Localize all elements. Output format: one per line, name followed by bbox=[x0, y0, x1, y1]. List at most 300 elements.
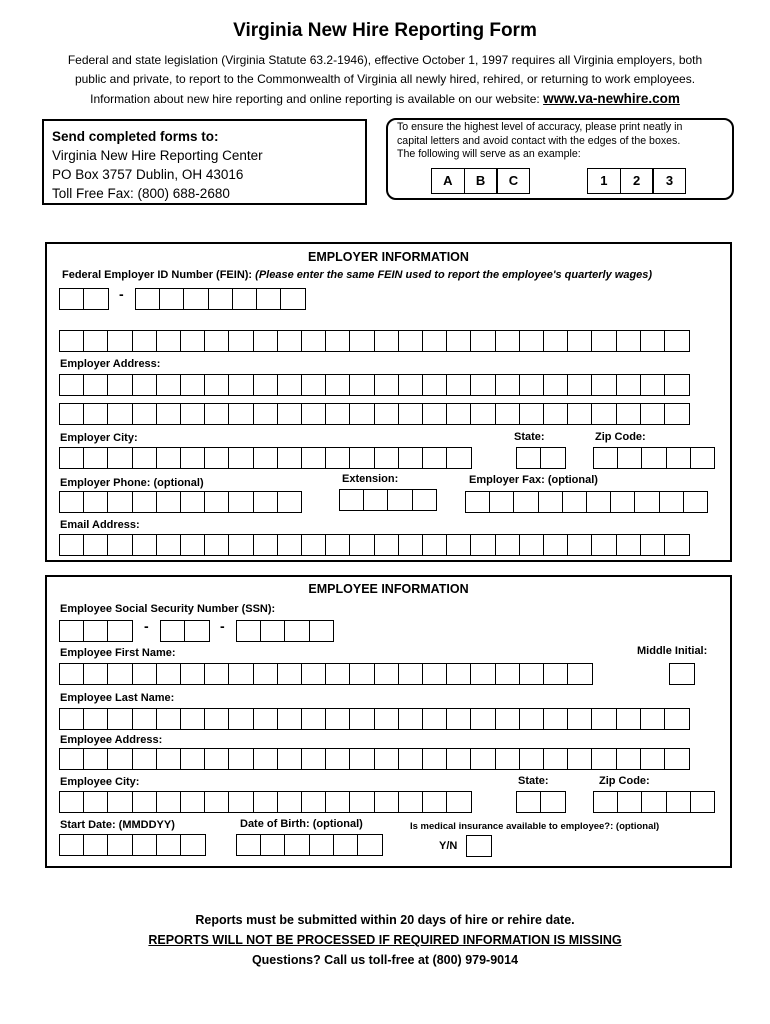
character-box[interactable] bbox=[519, 708, 545, 730]
character-box[interactable] bbox=[446, 534, 472, 556]
character-box[interactable] bbox=[253, 748, 279, 770]
character-box[interactable] bbox=[664, 374, 690, 396]
character-box[interactable] bbox=[277, 663, 303, 685]
character-box[interactable] bbox=[253, 491, 279, 513]
character-box[interactable] bbox=[422, 403, 448, 425]
character-box[interactable] bbox=[325, 748, 351, 770]
character-box[interactable] bbox=[543, 748, 569, 770]
character-box[interactable] bbox=[228, 447, 254, 469]
character-box[interactable] bbox=[135, 288, 161, 310]
character-box[interactable] bbox=[156, 791, 182, 813]
character-box[interactable] bbox=[180, 834, 206, 856]
character-box[interactable] bbox=[132, 663, 158, 685]
character-box[interactable] bbox=[156, 708, 182, 730]
character-box[interactable] bbox=[180, 374, 206, 396]
character-box[interactable] bbox=[470, 374, 496, 396]
character-box[interactable] bbox=[228, 663, 254, 685]
character-box[interactable] bbox=[664, 534, 690, 556]
character-box[interactable] bbox=[398, 447, 424, 469]
middle-initial-box[interactable] bbox=[669, 663, 695, 685]
character-box[interactable] bbox=[567, 403, 593, 425]
character-box[interactable] bbox=[236, 834, 262, 856]
character-box[interactable] bbox=[495, 403, 521, 425]
character-box[interactable] bbox=[422, 330, 448, 352]
character-box[interactable] bbox=[228, 708, 254, 730]
character-box[interactable] bbox=[107, 708, 133, 730]
last-name-boxes[interactable] bbox=[59, 708, 690, 730]
character-box[interactable] bbox=[301, 403, 327, 425]
employer-state-boxes[interactable] bbox=[516, 447, 566, 469]
employee-address-boxes[interactable] bbox=[59, 748, 690, 770]
character-box[interactable] bbox=[616, 534, 642, 556]
character-box[interactable] bbox=[349, 447, 375, 469]
character-box[interactable] bbox=[107, 534, 133, 556]
character-box[interactable] bbox=[616, 748, 642, 770]
character-box[interactable] bbox=[59, 330, 85, 352]
character-box[interactable] bbox=[260, 620, 286, 642]
character-box[interactable] bbox=[156, 403, 182, 425]
character-box[interactable] bbox=[640, 748, 666, 770]
character-box[interactable] bbox=[277, 330, 303, 352]
character-box[interactable] bbox=[422, 663, 448, 685]
character-box[interactable] bbox=[567, 663, 593, 685]
character-box[interactable] bbox=[374, 447, 400, 469]
character-box[interactable] bbox=[59, 791, 85, 813]
character-box[interactable] bbox=[132, 708, 158, 730]
character-box[interactable] bbox=[538, 491, 564, 513]
character-box[interactable] bbox=[301, 663, 327, 685]
character-box[interactable] bbox=[398, 663, 424, 685]
character-box[interactable] bbox=[634, 491, 660, 513]
character-box[interactable] bbox=[132, 447, 158, 469]
ssn-area-boxes[interactable] bbox=[59, 620, 133, 642]
character-box[interactable] bbox=[59, 447, 85, 469]
character-box[interactable] bbox=[204, 663, 230, 685]
character-box[interactable] bbox=[374, 403, 400, 425]
character-box[interactable] bbox=[253, 663, 279, 685]
character-box[interactable] bbox=[183, 288, 209, 310]
character-box[interactable] bbox=[180, 491, 206, 513]
character-box[interactable] bbox=[446, 791, 472, 813]
character-box[interactable] bbox=[83, 374, 109, 396]
character-box[interactable] bbox=[567, 330, 593, 352]
character-box[interactable] bbox=[83, 534, 109, 556]
character-box[interactable] bbox=[180, 748, 206, 770]
character-box[interactable] bbox=[446, 403, 472, 425]
character-box[interactable] bbox=[277, 791, 303, 813]
character-box[interactable] bbox=[617, 447, 643, 469]
character-box[interactable] bbox=[349, 330, 375, 352]
character-box[interactable] bbox=[470, 534, 496, 556]
character-box[interactable] bbox=[446, 374, 472, 396]
character-box[interactable] bbox=[519, 330, 545, 352]
character-box[interactable] bbox=[204, 491, 230, 513]
website-link[interactable]: www.va-newhire.com bbox=[543, 91, 680, 106]
character-box[interactable] bbox=[562, 491, 588, 513]
character-box[interactable] bbox=[398, 748, 424, 770]
character-box[interactable] bbox=[204, 748, 230, 770]
character-box[interactable] bbox=[591, 748, 617, 770]
character-box[interactable] bbox=[519, 374, 545, 396]
character-box[interactable] bbox=[466, 835, 492, 857]
employee-zip-boxes[interactable] bbox=[593, 791, 715, 813]
ssn-serial-boxes[interactable] bbox=[236, 620, 334, 642]
character-box[interactable] bbox=[83, 708, 109, 730]
character-box[interactable] bbox=[180, 663, 206, 685]
character-box[interactable] bbox=[132, 748, 158, 770]
character-box[interactable] bbox=[398, 403, 424, 425]
character-box[interactable] bbox=[666, 791, 692, 813]
character-box[interactable] bbox=[374, 374, 400, 396]
character-box[interactable] bbox=[156, 330, 182, 352]
fein-suffix-boxes[interactable] bbox=[135, 288, 306, 310]
character-box[interactable] bbox=[132, 534, 158, 556]
character-box[interactable] bbox=[180, 330, 206, 352]
character-box[interactable] bbox=[204, 330, 230, 352]
character-box[interactable] bbox=[519, 534, 545, 556]
character-box[interactable] bbox=[664, 748, 690, 770]
character-box[interactable] bbox=[156, 748, 182, 770]
character-box[interactable] bbox=[83, 403, 109, 425]
character-box[interactable] bbox=[519, 403, 545, 425]
character-box[interactable] bbox=[664, 330, 690, 352]
character-box[interactable] bbox=[184, 620, 210, 642]
character-box[interactable] bbox=[301, 791, 327, 813]
character-box[interactable] bbox=[543, 330, 569, 352]
character-box[interactable] bbox=[253, 330, 279, 352]
character-box[interactable] bbox=[301, 748, 327, 770]
character-box[interactable] bbox=[301, 330, 327, 352]
character-box[interactable] bbox=[228, 403, 254, 425]
employer-city-boxes[interactable] bbox=[59, 447, 472, 469]
character-box[interactable] bbox=[253, 374, 279, 396]
character-box[interactable] bbox=[232, 288, 258, 310]
character-box[interactable] bbox=[641, 447, 667, 469]
character-box[interactable] bbox=[156, 491, 182, 513]
character-box[interactable] bbox=[309, 620, 335, 642]
character-box[interactable] bbox=[180, 708, 206, 730]
character-box[interactable] bbox=[412, 489, 438, 511]
character-box[interactable] bbox=[422, 791, 448, 813]
character-box[interactable] bbox=[59, 491, 85, 513]
character-box[interactable] bbox=[107, 834, 133, 856]
character-box[interactable] bbox=[540, 447, 566, 469]
character-box[interactable] bbox=[83, 330, 109, 352]
character-box[interactable] bbox=[277, 403, 303, 425]
character-box[interactable] bbox=[284, 620, 310, 642]
character-box[interactable] bbox=[325, 374, 351, 396]
character-box[interactable] bbox=[666, 447, 692, 469]
character-box[interactable] bbox=[309, 834, 335, 856]
character-box[interactable] bbox=[543, 534, 569, 556]
character-box[interactable] bbox=[567, 748, 593, 770]
character-box[interactable] bbox=[593, 791, 619, 813]
character-box[interactable] bbox=[228, 791, 254, 813]
character-box[interactable] bbox=[446, 330, 472, 352]
fein-prefix-boxes[interactable] bbox=[59, 288, 109, 310]
character-box[interactable] bbox=[422, 748, 448, 770]
employer-name-boxes[interactable] bbox=[59, 330, 690, 352]
character-box[interactable] bbox=[59, 708, 85, 730]
ssn-group-boxes[interactable] bbox=[160, 620, 210, 642]
character-box[interactable] bbox=[204, 534, 230, 556]
character-box[interactable] bbox=[325, 791, 351, 813]
character-box[interactable] bbox=[591, 708, 617, 730]
employer-fax-boxes[interactable] bbox=[465, 491, 708, 513]
character-box[interactable] bbox=[59, 374, 85, 396]
character-box[interactable] bbox=[253, 791, 279, 813]
character-box[interactable] bbox=[83, 447, 109, 469]
character-box[interactable] bbox=[690, 791, 716, 813]
character-box[interactable] bbox=[669, 663, 695, 685]
character-box[interactable] bbox=[398, 534, 424, 556]
character-box[interactable] bbox=[253, 403, 279, 425]
character-box[interactable] bbox=[228, 534, 254, 556]
character-box[interactable] bbox=[495, 330, 521, 352]
character-box[interactable] bbox=[543, 708, 569, 730]
character-box[interactable] bbox=[446, 708, 472, 730]
character-box[interactable] bbox=[83, 834, 109, 856]
character-box[interactable] bbox=[349, 708, 375, 730]
character-box[interactable] bbox=[610, 491, 636, 513]
character-box[interactable] bbox=[277, 491, 303, 513]
character-box[interactable] bbox=[208, 288, 234, 310]
character-box[interactable] bbox=[301, 708, 327, 730]
character-box[interactable] bbox=[540, 791, 566, 813]
character-box[interactable] bbox=[349, 663, 375, 685]
character-box[interactable] bbox=[363, 489, 389, 511]
character-box[interactable] bbox=[59, 403, 85, 425]
character-box[interactable] bbox=[280, 288, 306, 310]
character-box[interactable] bbox=[495, 374, 521, 396]
character-box[interactable] bbox=[422, 708, 448, 730]
character-box[interactable] bbox=[107, 791, 133, 813]
character-box[interactable] bbox=[422, 447, 448, 469]
character-box[interactable] bbox=[107, 403, 133, 425]
character-box[interactable] bbox=[640, 374, 666, 396]
character-box[interactable] bbox=[107, 620, 133, 642]
character-box[interactable] bbox=[156, 374, 182, 396]
character-box[interactable] bbox=[156, 534, 182, 556]
character-box[interactable] bbox=[83, 791, 109, 813]
character-box[interactable] bbox=[349, 534, 375, 556]
character-box[interactable] bbox=[398, 330, 424, 352]
character-box[interactable] bbox=[567, 534, 593, 556]
character-box[interactable] bbox=[470, 708, 496, 730]
character-box[interactable] bbox=[277, 708, 303, 730]
character-box[interactable] bbox=[374, 791, 400, 813]
character-box[interactable] bbox=[543, 403, 569, 425]
character-box[interactable] bbox=[640, 534, 666, 556]
character-box[interactable] bbox=[253, 447, 279, 469]
character-box[interactable] bbox=[59, 288, 85, 310]
character-box[interactable] bbox=[107, 663, 133, 685]
character-box[interactable] bbox=[156, 834, 182, 856]
character-box[interactable] bbox=[277, 748, 303, 770]
character-box[interactable] bbox=[513, 491, 539, 513]
character-box[interactable] bbox=[59, 834, 85, 856]
character-box[interactable] bbox=[59, 534, 85, 556]
character-box[interactable] bbox=[180, 447, 206, 469]
employer-address-boxes-2[interactable] bbox=[59, 403, 690, 425]
character-box[interactable] bbox=[489, 491, 515, 513]
character-box[interactable] bbox=[519, 748, 545, 770]
character-box[interactable] bbox=[683, 491, 709, 513]
character-box[interactable] bbox=[59, 748, 85, 770]
character-box[interactable] bbox=[567, 374, 593, 396]
employer-address-boxes-1[interactable] bbox=[59, 374, 690, 396]
character-box[interactable] bbox=[277, 447, 303, 469]
character-box[interactable] bbox=[349, 748, 375, 770]
character-box[interactable] bbox=[301, 447, 327, 469]
character-box[interactable] bbox=[228, 330, 254, 352]
character-box[interactable] bbox=[339, 489, 365, 511]
character-box[interactable] bbox=[516, 447, 542, 469]
character-box[interactable] bbox=[83, 620, 109, 642]
character-box[interactable] bbox=[59, 620, 85, 642]
character-box[interactable] bbox=[640, 330, 666, 352]
character-box[interactable] bbox=[470, 403, 496, 425]
character-box[interactable] bbox=[465, 491, 491, 513]
character-box[interactable] bbox=[495, 663, 521, 685]
character-box[interactable] bbox=[422, 374, 448, 396]
character-box[interactable] bbox=[325, 663, 351, 685]
character-box[interactable] bbox=[107, 374, 133, 396]
character-box[interactable] bbox=[132, 374, 158, 396]
employer-phone-boxes[interactable] bbox=[59, 491, 302, 513]
character-box[interactable] bbox=[83, 748, 109, 770]
character-box[interactable] bbox=[160, 620, 186, 642]
character-box[interactable] bbox=[374, 663, 400, 685]
character-box[interactable] bbox=[59, 663, 85, 685]
character-box[interactable] bbox=[107, 491, 133, 513]
character-box[interactable] bbox=[664, 708, 690, 730]
character-box[interactable] bbox=[349, 791, 375, 813]
character-box[interactable] bbox=[495, 748, 521, 770]
character-box[interactable] bbox=[357, 834, 383, 856]
character-box[interactable] bbox=[253, 708, 279, 730]
character-box[interactable] bbox=[204, 403, 230, 425]
character-box[interactable] bbox=[204, 791, 230, 813]
character-box[interactable] bbox=[398, 374, 424, 396]
character-box[interactable] bbox=[349, 403, 375, 425]
character-box[interactable] bbox=[591, 534, 617, 556]
character-box[interactable] bbox=[83, 288, 109, 310]
character-box[interactable] bbox=[159, 288, 185, 310]
character-box[interactable] bbox=[83, 491, 109, 513]
character-box[interactable] bbox=[519, 663, 545, 685]
employee-state-boxes[interactable] bbox=[516, 791, 566, 813]
character-box[interactable] bbox=[641, 791, 667, 813]
character-box[interactable] bbox=[107, 447, 133, 469]
email-boxes[interactable] bbox=[59, 534, 690, 556]
character-box[interactable] bbox=[567, 708, 593, 730]
character-box[interactable] bbox=[470, 748, 496, 770]
character-box[interactable] bbox=[132, 791, 158, 813]
character-box[interactable] bbox=[516, 791, 542, 813]
character-box[interactable] bbox=[236, 620, 262, 642]
first-name-boxes[interactable] bbox=[59, 663, 593, 685]
character-box[interactable] bbox=[495, 708, 521, 730]
extension-boxes[interactable] bbox=[339, 489, 437, 511]
character-box[interactable] bbox=[640, 403, 666, 425]
character-box[interactable] bbox=[586, 491, 612, 513]
character-box[interactable] bbox=[591, 330, 617, 352]
employee-city-boxes[interactable] bbox=[59, 791, 472, 813]
character-box[interactable] bbox=[284, 834, 310, 856]
character-box[interactable] bbox=[593, 447, 619, 469]
character-box[interactable] bbox=[333, 834, 359, 856]
character-box[interactable] bbox=[591, 403, 617, 425]
character-box[interactable] bbox=[228, 491, 254, 513]
character-box[interactable] bbox=[664, 403, 690, 425]
character-box[interactable] bbox=[446, 447, 472, 469]
character-box[interactable] bbox=[470, 330, 496, 352]
character-box[interactable] bbox=[325, 330, 351, 352]
character-box[interactable] bbox=[156, 663, 182, 685]
character-box[interactable] bbox=[495, 534, 521, 556]
character-box[interactable] bbox=[325, 708, 351, 730]
start-date-boxes[interactable] bbox=[59, 834, 206, 856]
character-box[interactable] bbox=[616, 708, 642, 730]
character-box[interactable] bbox=[132, 330, 158, 352]
dob-boxes[interactable] bbox=[236, 834, 383, 856]
character-box[interactable] bbox=[325, 447, 351, 469]
character-box[interactable] bbox=[470, 663, 496, 685]
character-box[interactable] bbox=[132, 403, 158, 425]
character-box[interactable] bbox=[325, 534, 351, 556]
character-box[interactable] bbox=[374, 330, 400, 352]
character-box[interactable] bbox=[204, 374, 230, 396]
character-box[interactable] bbox=[180, 403, 206, 425]
character-box[interactable] bbox=[107, 330, 133, 352]
character-box[interactable] bbox=[659, 491, 685, 513]
character-box[interactable] bbox=[180, 791, 206, 813]
character-box[interactable] bbox=[204, 708, 230, 730]
character-box[interactable] bbox=[446, 748, 472, 770]
character-box[interactable] bbox=[349, 374, 375, 396]
character-box[interactable] bbox=[301, 534, 327, 556]
character-box[interactable] bbox=[616, 403, 642, 425]
character-box[interactable] bbox=[398, 791, 424, 813]
character-box[interactable] bbox=[260, 834, 286, 856]
character-box[interactable] bbox=[83, 663, 109, 685]
character-box[interactable] bbox=[422, 534, 448, 556]
character-box[interactable] bbox=[543, 663, 569, 685]
character-box[interactable] bbox=[374, 534, 400, 556]
character-box[interactable] bbox=[277, 374, 303, 396]
character-box[interactable] bbox=[256, 288, 282, 310]
character-box[interactable] bbox=[156, 447, 182, 469]
character-box[interactable] bbox=[616, 374, 642, 396]
insurance-yn-box[interactable] bbox=[466, 835, 492, 857]
character-box[interactable] bbox=[543, 374, 569, 396]
character-box[interactable] bbox=[132, 834, 158, 856]
character-box[interactable] bbox=[591, 374, 617, 396]
character-box[interactable] bbox=[204, 447, 230, 469]
character-box[interactable] bbox=[228, 748, 254, 770]
employer-zip-boxes[interactable] bbox=[593, 447, 715, 469]
character-box[interactable] bbox=[387, 489, 413, 511]
character-box[interactable] bbox=[325, 403, 351, 425]
character-box[interactable] bbox=[228, 374, 254, 396]
character-box[interactable] bbox=[616, 330, 642, 352]
character-box[interactable] bbox=[253, 534, 279, 556]
character-box[interactable] bbox=[107, 748, 133, 770]
character-box[interactable] bbox=[374, 748, 400, 770]
character-box[interactable] bbox=[617, 791, 643, 813]
character-box[interactable] bbox=[180, 534, 206, 556]
